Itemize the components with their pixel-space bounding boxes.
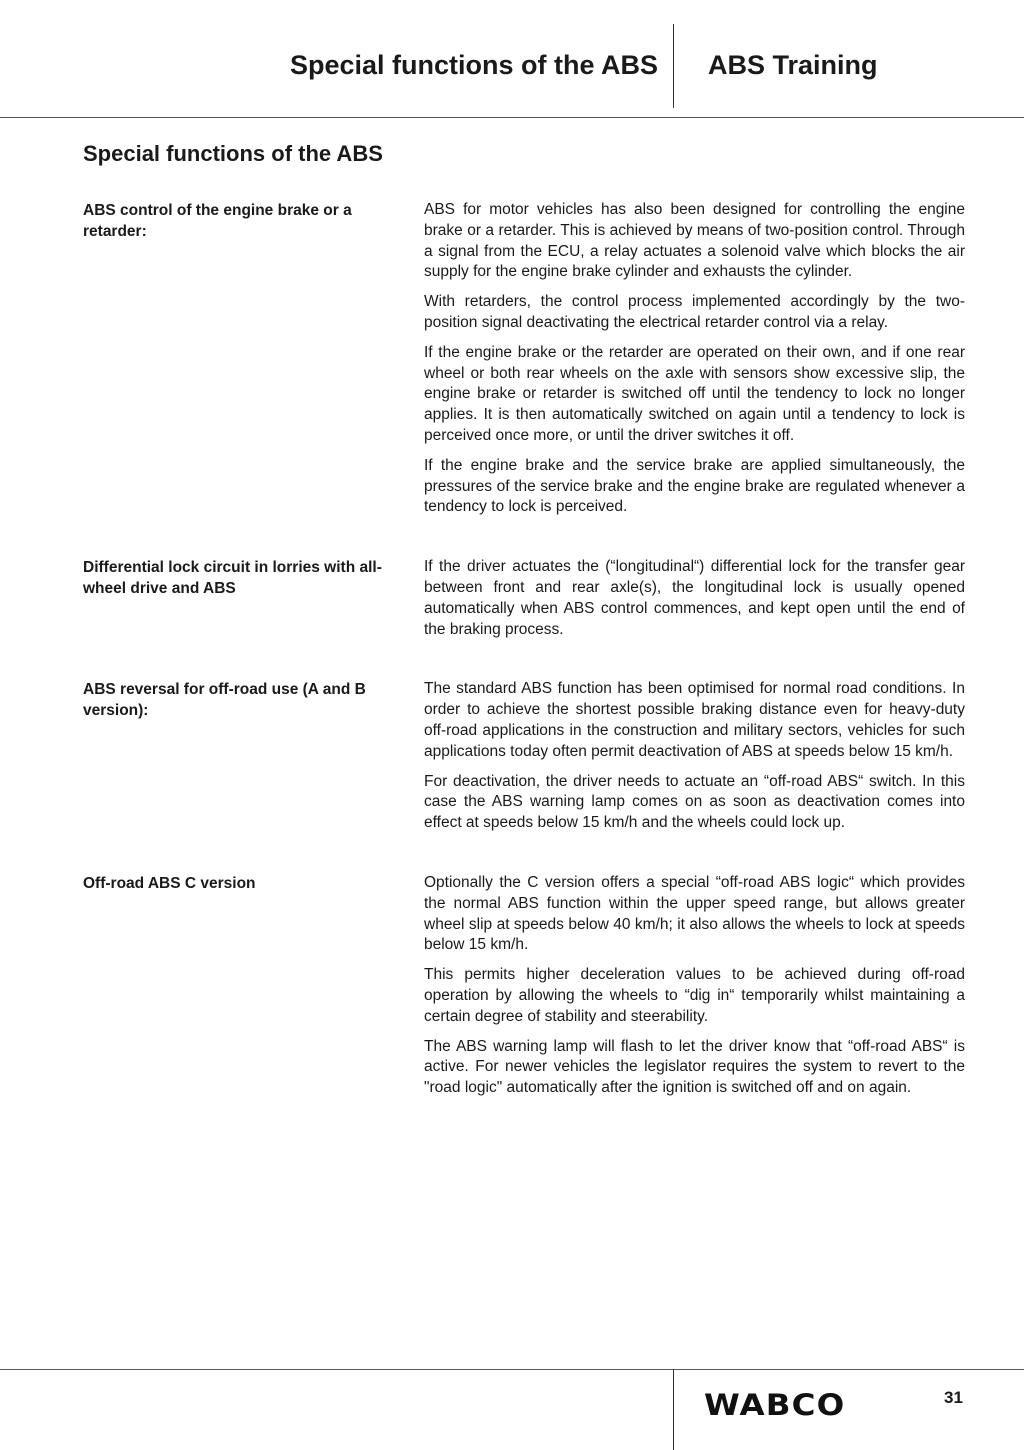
header-brand: ABS Training [708, 50, 878, 80]
section-label: ABS control of the engine brake or a retarder: [83, 202, 352, 240]
paragraph: Optionally the C version offers a special “off-road ABS logic“ which provides the normal ABS function within the upper speed range, but allows greater wheel slip at speeds below 40 km/h; it also allows the wheels to lock at speeds below 15 km/h. [424, 873, 965, 954]
section-offroad-c-version [83, 873, 973, 1108]
section-body [424, 557, 965, 649]
section-engine-brake [83, 200, 973, 527]
header-title: Special functions of the ABS [289, 50, 658, 80]
paragraph: If the engine brake and the service brake are applied simultaneously, the pressures of the service brake and the engine brake are regulated whenever a tendency to lock is perceived. [424, 456, 965, 516]
header-divider [673, 24, 674, 108]
paragraph: This permits higher deceleration values to be achieved during off-road operation by allowing the wheels to “dig in“ temporarily whilst maintaining a certain degree of stability and steerability. [424, 966, 965, 1025]
paragraph: The ABS warning lamp will flash to let the driver know that “off-road ABS“ is active. For newer vehicles the legislator requires the system to revert to the "road logic" automatically after the ignition is switched off and on again. [424, 1037, 965, 1097]
section-body [424, 873, 965, 1108]
section-body [424, 200, 965, 527]
sections-list [83, 200, 973, 1138]
paragraph: With retarders, the control process implemented accordingly by the two-position signal deactivating the electrical retarder control via a relay. [424, 293, 965, 331]
section-label: ABS reversal for off-road use (A and B version): [83, 681, 366, 720]
section-heading: Special functions of the ABS [83, 141, 383, 166]
section-offroad-reversal [83, 679, 973, 843]
paragraph: For deactivation, the driver needs to actuate an “off-road ABS“ switch. In this case the ABS warning lamp comes on as soon as deactivation comes into effect at speeds below 15 km/h and the wheels could lock up. [424, 772, 965, 832]
footer-rule [0, 1369, 1024, 1370]
wabco-logo: WABCO [704, 1388, 846, 1422]
section-body [424, 679, 965, 843]
paragraph: If the driver actuates the (“longitudinal“) differential lock for the transfer gear between front and rear axle(s), the longitudinal lock is usually opened automatically when ABS control commences, and kept open until the end of the braking process. [424, 558, 965, 638]
header-rule [0, 117, 1024, 118]
paragraph: The standard ABS function has been optimised for normal road conditions. In order to achieve the shortest possible braking distance even for heavy-duty off-road applications in the construction and military sectors, vehicles for such applications today often permit deactivation of ABS at speeds below 15 km/h. [424, 680, 965, 760]
paragraph: If the engine brake or the retarder are operated on their own, and if one rear wheel or both rear wheels on the axle with sensors show excessive slip, the engine brake or retarder is switched off until the tendency to lock no longer applies. It is then automatically switched on again until a tendency to lock is perceived once more, or until the driver switches it off. [424, 343, 965, 444]
section-differential-lock [83, 557, 973, 649]
section-label: Differential lock circuit in lorries with all-wheel drive and ABS [83, 559, 382, 598]
footer-divider [673, 1369, 674, 1450]
paragraph: ABS for motor vehicles has also been designed for controlling the engine brake or a retarder. This is achieved by means of two-position control. Through a signal from the ECU, a relay actuates a solenoid valve which blocks the air supply for the engine brake cylinder and exhausts the cylinder. [424, 201, 965, 281]
page-number: 31 [944, 1388, 963, 1407]
section-label: Off-road ABS C version [83, 874, 256, 892]
